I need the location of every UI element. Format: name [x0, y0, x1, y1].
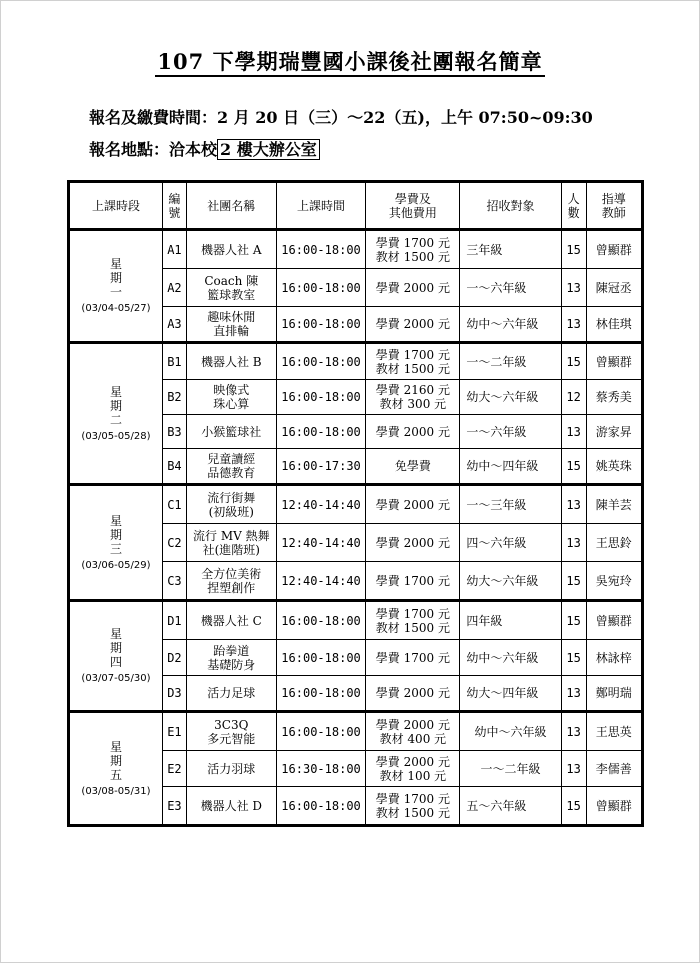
teacher-name: 王思鈴: [586, 524, 642, 562]
class-time: 16:00-18:00: [276, 676, 366, 712]
fee-info: 學費 2000 元: [366, 415, 460, 449]
location-boxed: 2 樓大辦公室: [217, 139, 320, 160]
club-name: 映像式 珠心算: [186, 380, 276, 415]
header-count: 人 數: [561, 182, 586, 230]
target-grade: 一～三年級: [460, 485, 561, 524]
class-time: 12:40-14:40: [276, 562, 366, 601]
target-grade: 幼中～六年級: [460, 307, 561, 343]
class-time: 16:00-17:30: [276, 449, 366, 485]
target-grade: 幼大～六年級: [460, 562, 561, 601]
club-code: B4: [162, 449, 186, 485]
club-name: 機器人社 C: [186, 601, 276, 640]
fee-info: 學費 1700 元: [366, 640, 460, 676]
teacher-name: 林詠梓: [586, 640, 642, 676]
day-period-cell: [69, 712, 163, 826]
fee-info: 學費 2000 元: [366, 485, 460, 524]
club-code: B1: [162, 343, 186, 380]
header-row: [69, 182, 643, 230]
date-range: (03/05-05/28): [81, 430, 151, 442]
table-row: [69, 712, 643, 751]
teacher-name: 曾顯群: [586, 787, 642, 826]
date-range: (03/08-05/31): [81, 785, 151, 797]
capacity: 12: [561, 380, 586, 415]
fee-info: 學費 2000 元: [366, 524, 460, 562]
location-label: 報名地點：洽本校: [89, 140, 218, 159]
target-grade: 幼中～六年級: [460, 640, 561, 676]
header-teacher: 指導 教師: [586, 182, 642, 230]
fee-info: 學費 1700 元 教材 1500 元: [366, 343, 460, 380]
document-title-text: 107 下學期瑞豐國小課後社團報名簡章: [155, 49, 544, 77]
teacher-name: 林佳琪: [586, 307, 642, 343]
class-time: 16:00-18:00: [276, 343, 366, 380]
target-grade: 一～六年級: [460, 415, 561, 449]
teacher-name: 王思英: [586, 712, 642, 751]
club-code: C3: [162, 562, 186, 601]
capacity: 15: [561, 449, 586, 485]
day-period-cell: [69, 601, 163, 712]
target-grade: 幼大～四年級: [460, 676, 561, 712]
club-code: E1: [162, 712, 186, 751]
club-name: 活力羽球: [186, 751, 276, 787]
teacher-name: 鄭明瑞: [586, 676, 642, 712]
club-code: D1: [162, 601, 186, 640]
header-time: 上課時間: [276, 182, 366, 230]
capacity: 13: [561, 524, 586, 562]
target-grade: 三年級: [460, 230, 561, 269]
class-time: 16:00-18:00: [276, 640, 366, 676]
class-time: 12:40-14:40: [276, 485, 366, 524]
capacity: 13: [561, 712, 586, 751]
capacity: 13: [561, 307, 586, 343]
day-label: 星 期 二: [109, 384, 122, 427]
day-period-cell: [69, 230, 163, 343]
table-row: [69, 601, 643, 640]
capacity: 13: [561, 485, 586, 524]
day-label: 星 期 三: [109, 513, 122, 556]
fee-info: 學費 2000 元: [366, 676, 460, 712]
header-target: 招收對象: [460, 182, 561, 230]
target-grade: 幼大～六年級: [460, 380, 561, 415]
club-name: 機器人社 B: [186, 343, 276, 380]
capacity: 15: [561, 562, 586, 601]
target-grade: 一～二年級: [460, 751, 561, 787]
capacity: 15: [561, 787, 586, 826]
teacher-name: 曾顯群: [586, 230, 642, 269]
club-code: A3: [162, 307, 186, 343]
club-name: 機器人社 D: [186, 787, 276, 826]
date-range: (03/07-05/30): [81, 673, 151, 684]
club-name: 小猴籃球社: [186, 415, 276, 449]
fee-info: 學費 2160 元 教材 300 元: [366, 380, 460, 415]
teacher-name: 陳冠丞: [586, 269, 642, 307]
fee-info: 學費 2000 元 教材 100 元: [366, 751, 460, 787]
class-time: 16:00-18:00: [276, 415, 366, 449]
fee-info: 學費 1700 元 教材 1500 元: [366, 230, 460, 269]
club-code: A1: [162, 230, 186, 269]
header-period: 上課時段: [69, 182, 163, 230]
club-name: Coach 陳 籃球教室: [186, 269, 276, 307]
club-name: 活力足球: [186, 676, 276, 712]
date-range: (03/06-05/29): [81, 559, 151, 571]
class-time: 16:00-18:00: [276, 787, 366, 826]
capacity: 15: [561, 230, 586, 269]
teacher-name: 吳宛玲: [586, 562, 642, 601]
day-period-cell: [69, 485, 163, 601]
target-grade: 幼中～六年級: [460, 712, 561, 751]
club-schedule-table: [67, 180, 644, 827]
club-name: 全方位美術 捏塑創作: [186, 562, 276, 601]
day-period-cell: [69, 343, 163, 485]
class-time: 12:40-14:40: [276, 524, 366, 562]
day-label: 星 期 五: [109, 739, 122, 782]
class-time: 16:00-18:00: [276, 380, 366, 415]
schedule-body: [69, 230, 643, 826]
fee-info: 免學費: [366, 449, 460, 485]
fee-info: 學費 2000 元: [366, 307, 460, 343]
class-time: 16:00-18:00: [276, 601, 366, 640]
fee-info: 學費 1700 元 教材 1500 元: [366, 787, 460, 826]
target-grade: 一～二年級: [460, 343, 561, 380]
capacity: 15: [561, 343, 586, 380]
class-time: 16:00-18:00: [276, 230, 366, 269]
teacher-name: 陳羊芸: [586, 485, 642, 524]
day-label: 星 期 一: [109, 257, 122, 299]
table-row: [69, 230, 643, 269]
fee-info: 學費 2000 元 教材 400 元: [366, 712, 460, 751]
class-time: 16:00-18:00: [276, 269, 366, 307]
club-code: E2: [162, 751, 186, 787]
club-code: C1: [162, 485, 186, 524]
registration-info: 報名及繳費時間：2 月 20 日（三）～22（五)，上午 07:50~09:30: [89, 108, 593, 127]
target-grade: 幼中～四年級: [460, 449, 561, 485]
class-time: 16:30-18:00: [276, 751, 366, 787]
teacher-name: 李儒善: [586, 751, 642, 787]
club-name: 跆拳道 基礎防身: [186, 640, 276, 676]
teacher-name: 曾顯群: [586, 343, 642, 380]
teacher-name: 蔡秀美: [586, 380, 642, 415]
document-title: [0, 46, 700, 76]
club-code: B2: [162, 380, 186, 415]
club-code: D3: [162, 676, 186, 712]
club-code: C2: [162, 524, 186, 562]
capacity: 13: [561, 269, 586, 307]
target-grade: 四～六年級: [460, 524, 561, 562]
header-fee: 學費及 其他費用: [366, 182, 460, 230]
club-name: 3C3Q 多元智能: [186, 712, 276, 751]
club-code: E3: [162, 787, 186, 826]
capacity: 13: [561, 415, 586, 449]
day-label: 星 期 四: [109, 627, 122, 669]
table-row: [69, 343, 643, 380]
target-grade: 四年級: [460, 601, 561, 640]
target-grade: 五～六年級: [460, 787, 561, 826]
date-range: (03/04-05/27): [81, 303, 151, 314]
teacher-name: 曾顯群: [586, 601, 642, 640]
class-time: 16:00-18:00: [276, 712, 366, 751]
teacher-name: 游家昇: [586, 415, 642, 449]
club-name: 趣味休閒 直排輪: [186, 307, 276, 343]
fee-info: 學費 2000 元: [366, 269, 460, 307]
club-name: 兒童讀經 品德教育: [186, 449, 276, 485]
header-code: 編 號: [162, 182, 186, 230]
club-name: 流行 MV 熱舞 社(進階班): [186, 524, 276, 562]
club-name: 流行街舞 (初級班): [186, 485, 276, 524]
fee-info: 學費 1700 元: [366, 562, 460, 601]
table-row: [69, 485, 643, 524]
teacher-name: 姚英珠: [586, 449, 642, 485]
header-club: 社團名稱: [186, 182, 276, 230]
location-info: [89, 137, 320, 160]
target-grade: 一～六年級: [460, 269, 561, 307]
capacity: 15: [561, 601, 586, 640]
capacity: 13: [561, 751, 586, 787]
club-code: A2: [162, 269, 186, 307]
club-code: B3: [162, 415, 186, 449]
fee-info: 學費 1700 元 教材 1500 元: [366, 601, 460, 640]
class-time: 16:00-18:00: [276, 307, 366, 343]
capacity: 15: [561, 640, 586, 676]
club-name: 機器人社 A: [186, 230, 276, 269]
club-code: D2: [162, 640, 186, 676]
capacity: 13: [561, 676, 586, 712]
